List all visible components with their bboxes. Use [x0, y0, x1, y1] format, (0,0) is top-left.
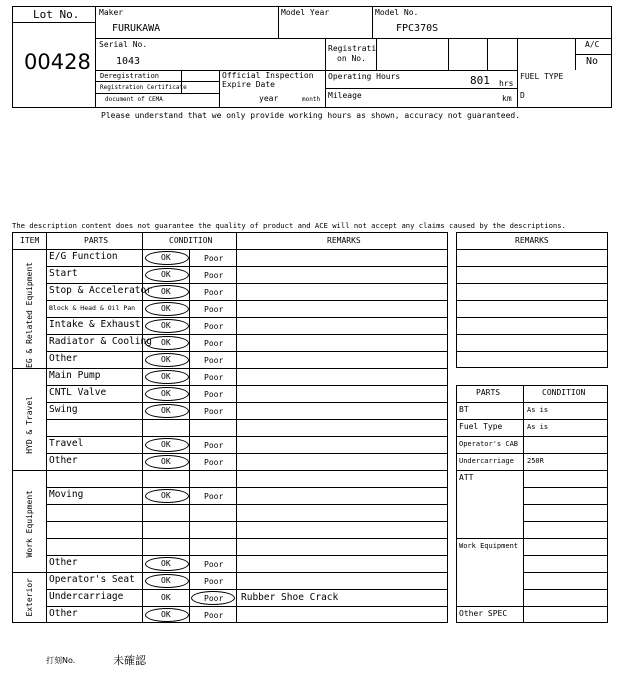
other-spec-label: Other SPEC — [459, 609, 508, 618]
km-label: km — [502, 94, 512, 103]
poor-option: Poor — [204, 492, 224, 501]
lot-no-label: Lot No. — [33, 8, 80, 21]
part-label: Radiator & Cooling — [49, 336, 152, 347]
part-label: Block & Head & Oil Pan — [49, 304, 136, 312]
att-label: ATT — [459, 473, 474, 482]
parts-header: PARTS — [84, 236, 109, 245]
ok-selected-circle — [145, 285, 189, 299]
operating-hours-value: 801 — [470, 74, 490, 87]
ok-selected-circle — [145, 455, 189, 469]
stamp-no-label: 打刻No. — [46, 656, 76, 665]
part-label: Other — [49, 353, 78, 364]
ok-option: OK — [161, 440, 171, 449]
remarks-table-header: REMARKS — [515, 236, 549, 245]
ok-option: OK — [161, 491, 171, 500]
ok-selected-circle — [145, 438, 189, 452]
part-label: Swing — [49, 404, 78, 415]
ok-selected-circle — [145, 302, 189, 316]
group-label: EG & Related Equipment — [25, 262, 34, 368]
mileage-label: Mileage — [328, 91, 362, 100]
maker-label: Maker — [99, 8, 124, 17]
ok-selected-circle — [145, 251, 189, 265]
maker-value: FURUKAWA — [112, 23, 161, 34]
ok-option: OK — [161, 270, 171, 279]
poor-option: Poor — [204, 458, 224, 467]
ok-option: OK — [161, 389, 171, 398]
model-no-value: FPC370S — [396, 23, 439, 34]
ok-option: OK — [161, 253, 171, 262]
remark-text: Rubber Shoe Crack — [241, 592, 339, 603]
poor-option: Poor — [204, 339, 224, 348]
spec-value: As is — [527, 423, 549, 431]
spec-part: Fuel Type — [459, 422, 503, 431]
part-label: Operator's Seat — [49, 574, 135, 585]
ok-selected-circle — [145, 489, 189, 503]
ok-option: OK — [161, 559, 171, 568]
month-label: month — [302, 96, 321, 103]
operating-hours-label: Operating Hours — [328, 72, 401, 81]
poor-option: Poor — [204, 577, 224, 586]
serial-no-value: 1043 — [116, 56, 141, 67]
remarks-header: REMARKS — [327, 236, 361, 245]
model-no-label: Model No. — [375, 8, 419, 17]
registration-certificate-label: Registration Certificate — [100, 84, 187, 91]
fuel-type-label: FUEL TYPE — [520, 72, 564, 81]
poor-option: Poor — [204, 271, 224, 280]
spec-value: As is — [527, 406, 549, 414]
part-label: CNTL Valve — [49, 387, 107, 398]
ok-selected-circle — [145, 353, 189, 367]
ok-option: OK — [161, 610, 171, 619]
part-label: Travel — [49, 438, 84, 449]
poor-option: Poor — [204, 305, 224, 314]
spec-condition-header: CONDITION — [542, 388, 586, 397]
ok-option: OK — [161, 321, 171, 330]
ac-value: No — [586, 56, 599, 67]
part-label: Other — [49, 557, 78, 568]
ok-option: OK — [161, 355, 171, 364]
document-cema-label: document of CEMA — [105, 96, 163, 103]
inspection-label-1: Official Inspection — [222, 71, 314, 80]
part-label: Start — [49, 268, 78, 279]
poor-option: Poor — [204, 254, 224, 263]
spec-part: Operator's CAB — [459, 440, 519, 448]
part-label: Stop & Accelerator — [49, 285, 152, 296]
ok-selected-circle — [145, 608, 189, 622]
ok-selected-circle — [145, 557, 189, 571]
poor-option: Poor — [204, 373, 224, 382]
ok-selected-circle — [145, 336, 189, 350]
part-label: Intake & Exhaust — [49, 319, 141, 330]
group-label: HYD & Travel — [25, 396, 34, 454]
work-equipment-label: Work Equipment — [459, 542, 519, 550]
part-label: Undercarriage — [49, 591, 124, 602]
ok-selected-circle — [145, 574, 189, 588]
ok-option: OK — [161, 372, 171, 381]
lot-no-value: 00428 — [24, 50, 91, 74]
ok-selected-circle — [145, 319, 189, 333]
item-header: ITEM — [20, 236, 40, 245]
year-label: year — [259, 94, 279, 103]
working-hours-notice: Please understand that we only provide working hours as shown, accuracy not guaranteed. — [101, 111, 521, 120]
ok-option: OK — [161, 593, 171, 602]
ok-option: OK — [161, 304, 171, 313]
ok-option: OK — [161, 406, 171, 415]
stamp-no-value: 未確認 — [113, 654, 146, 667]
ok-selected-circle — [145, 370, 189, 384]
spec-part: BT — [459, 405, 469, 414]
part-label: Moving — [49, 489, 84, 500]
poor-option: Poor — [204, 594, 224, 603]
poor-option: Poor — [204, 441, 224, 450]
ok-selected-circle — [145, 387, 189, 401]
poor-option: Poor — [204, 288, 224, 297]
ok-selected-circle — [145, 268, 189, 282]
poor-option: Poor — [204, 611, 224, 620]
group-label: Work Equipment — [25, 490, 34, 558]
ok-option: OK — [161, 338, 171, 347]
ok-option: OK — [161, 287, 171, 296]
spec-parts-header: PARTS — [476, 388, 501, 397]
spec-value: 250R — [527, 457, 544, 465]
registration-label-1: Registrati — [328, 44, 377, 53]
fuel-type-value: D — [520, 91, 525, 100]
poor-option: Poor — [204, 322, 224, 331]
model-year-label: Model Year — [281, 8, 330, 17]
serial-no-label: Serial No. — [99, 40, 148, 49]
poor-option: Poor — [204, 390, 224, 399]
group-label: Exterior — [25, 578, 34, 617]
ok-selected-circle — [145, 404, 189, 418]
deregistration-label: Deregistration — [100, 72, 160, 80]
description-notice: The description content does not guarantee the quality of product and ACE will not accept any claims caused by the descriptions. — [12, 221, 566, 230]
poor-option: Poor — [204, 356, 224, 365]
part-label: Main Pump — [49, 370, 101, 381]
poor-selected-circle — [191, 591, 235, 605]
poor-option: Poor — [204, 560, 224, 569]
inspection-label-2: Expire Date — [222, 80, 275, 89]
part-label: Other — [49, 608, 78, 619]
ac-label: A/C — [585, 40, 600, 49]
poor-option: Poor — [204, 407, 224, 416]
ok-option: OK — [161, 576, 171, 585]
spec-part: Undercarriage — [459, 457, 514, 465]
ok-option: OK — [161, 457, 171, 466]
condition-header: CONDITION — [169, 236, 213, 245]
hrs-label: hrs — [499, 79, 514, 88]
registration-label-2: on No. — [337, 54, 366, 63]
part-label: Other — [49, 455, 78, 466]
part-label: E/G Function — [49, 251, 118, 262]
